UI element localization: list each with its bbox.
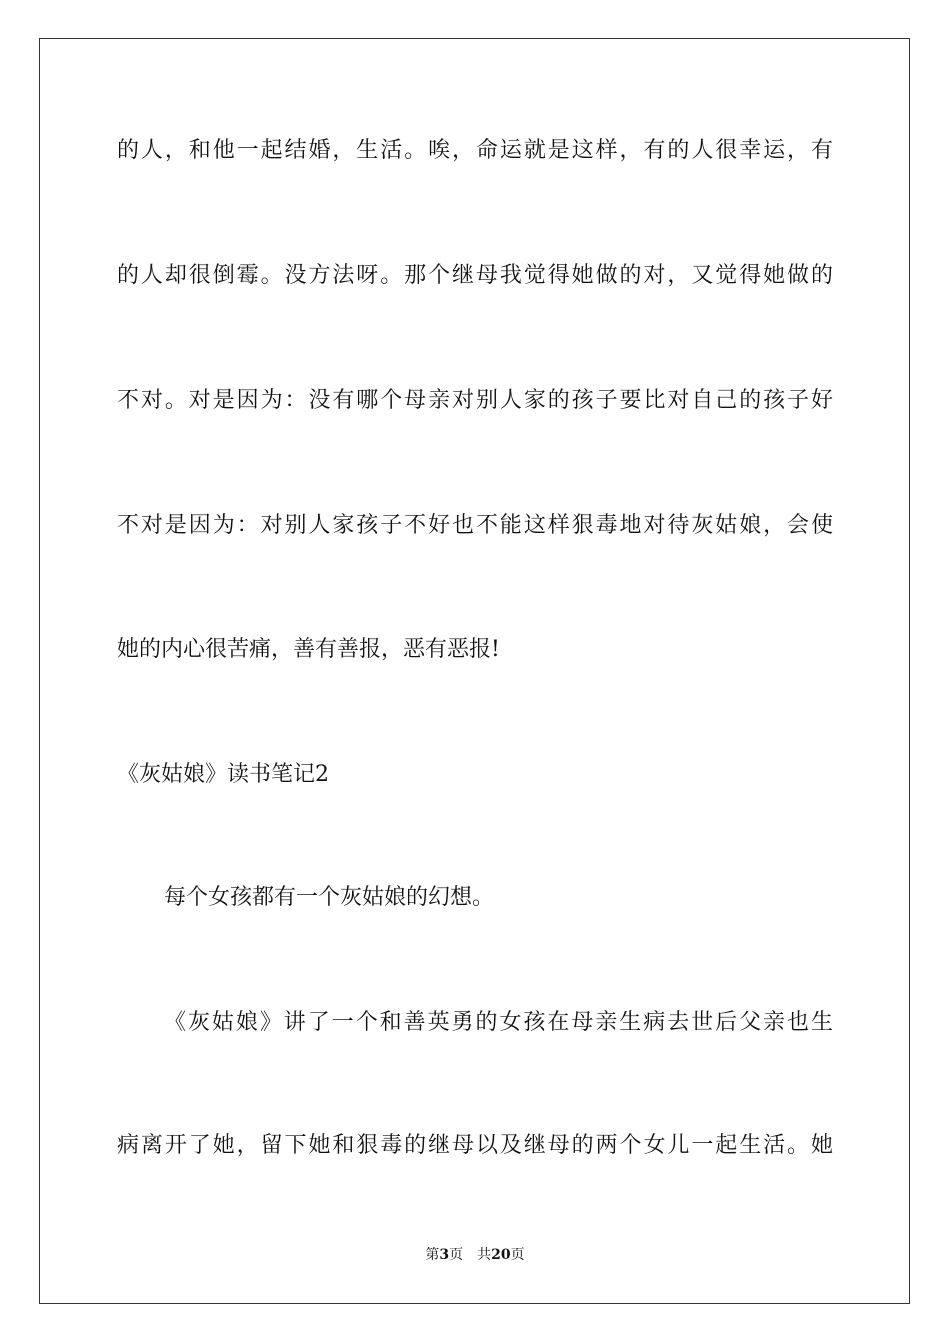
paragraph-line-5: 她的内心很苦痛，善有善报，恶有恶报! [117,637,500,662]
paragraph-line-1: 的人，和他一起结婚，生活。唉，命运就是这样，有的人很幸运，有 [117,138,833,163]
footer-page-prefix: 第 [425,1247,440,1263]
paragraph-line-3: 不对。对是因为：没有哪个母亲对别人家的孩子要比对自己的孩子好 [117,388,833,413]
footer-total-suffix: 页 [510,1247,525,1263]
footer-total-pages: 20 [491,1247,511,1263]
paragraph-line-9: 病离开了她，留下她和狠毒的继母以及继母的两个女儿一起生活。她 [117,1133,833,1158]
page-border [39,38,910,1304]
footer-page-number: 3 [439,1247,450,1263]
paragraph-line-8: 《灰姑娘》讲了一个和善英勇的女孩在母亲生病去世后父亲也生 [164,1010,833,1035]
page-footer [0,1246,950,1264]
footer-total-prefix: 共 [477,1247,492,1263]
paragraph-line-4: 不对是因为：对别人家孩子不好也不能这样狠毒地对待灰姑娘，会使 [117,513,833,538]
footer-page-suffix: 页 [449,1247,464,1263]
paragraph-line-7: 每个女孩都有一个灰姑娘的幻想。 [164,885,495,910]
paragraph-line-2: 的人却很倒霉。没方法呀。那个继母我觉得她做的对，又觉得她做的 [117,263,833,288]
section-heading: 《灰姑娘》读书笔记2 [117,762,329,787]
